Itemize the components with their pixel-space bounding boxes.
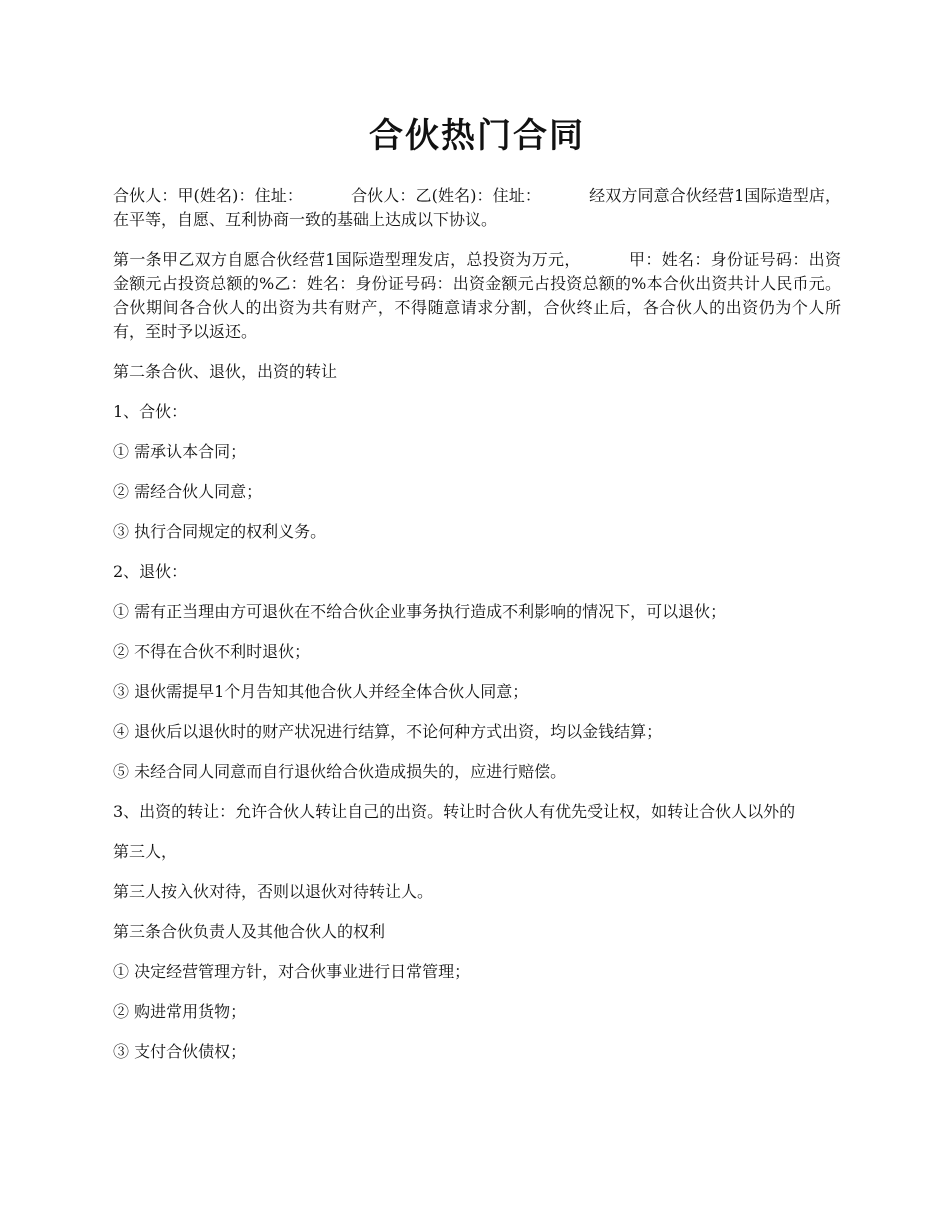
list-item: ④ 退伙后以退伙时的财产状况进行结算，不论何种方式出资，均以金钱结算；	[113, 722, 663, 741]
intro-partner-a: 合伙人：甲(姓名)：住址：	[113, 186, 303, 205]
section-withdrawal-heading: 2、退伙：	[113, 562, 188, 581]
list-item: ① 需有正当理由方可退伙在不给合伙企业事务执行造成不利影响的情况下，可以退伙；	[113, 602, 727, 621]
list-item: ② 购进常用货物；	[113, 1002, 247, 1021]
article-3-heading: 第三条合伙负责人及其他合伙人的权利	[113, 922, 386, 941]
document-title: 合伙热门合同	[369, 116, 585, 156]
section-transfer-paragraph: 3、出资的转让：允许合伙人转让自己的出资。转让时合伙人有优先受让权，如转让合伙人以外的	[113, 802, 796, 821]
intro-agreement: 经双方同意合伙经营1国际造型店，在平等，自愿、互利协商一致的基础上达成以下协议。	[113, 186, 841, 229]
section-joining-heading: 1、合伙：	[113, 402, 188, 421]
list-item: ① 需承认本合同；	[113, 442, 247, 461]
list-item: ⑤ 未经合同人同意而自行退伙给合伙造成损失的，应进行赔偿。	[113, 762, 567, 781]
document-body	[113, 112, 841, 1080]
article-1-contribution: 甲：姓名：身份证号码：出资金额元占投资总额的%乙：姓名：身份证号码：出资金额元占投资总额的%本合伙出资共计人民币元。合伙期间各合伙人的出资为共有财产，不得随意请求分割，合伙终止后，各合伙人的出资仍为个人所有，至时予以返还。	[113, 250, 841, 341]
list-item: ③ 支付合伙债权；	[113, 1042, 247, 1061]
intro-paragraph	[113, 184, 841, 232]
list-item: ① 决定经营管理方针，对合伙事业进行日常管理；	[113, 962, 471, 981]
article-1-paragraph	[113, 248, 841, 344]
text-paragraph: 第三人，	[113, 842, 178, 861]
list-item: ③ 退伙需提早1个月告知其他合伙人并经全体合伙人同意；	[113, 682, 529, 701]
list-item: ② 需经合伙人同意；	[113, 482, 263, 501]
list-item: ② 不得在合伙不利时退伙；	[113, 642, 311, 661]
intro-partner-b: 合伙人：乙(姓名)：住址：	[350, 186, 542, 205]
text-paragraph: 第三人按入伙对待，否则以退伙对待转让人。	[113, 882, 434, 901]
article-2-heading: 第二条合伙、退伙，出资的转让	[113, 362, 338, 381]
list-item: ③ 执行合同规定的权利义务。	[113, 522, 327, 541]
article-1-investment: 第一条甲乙双方自愿合伙经营1国际造型理发店，总投资为万元，	[113, 250, 581, 269]
